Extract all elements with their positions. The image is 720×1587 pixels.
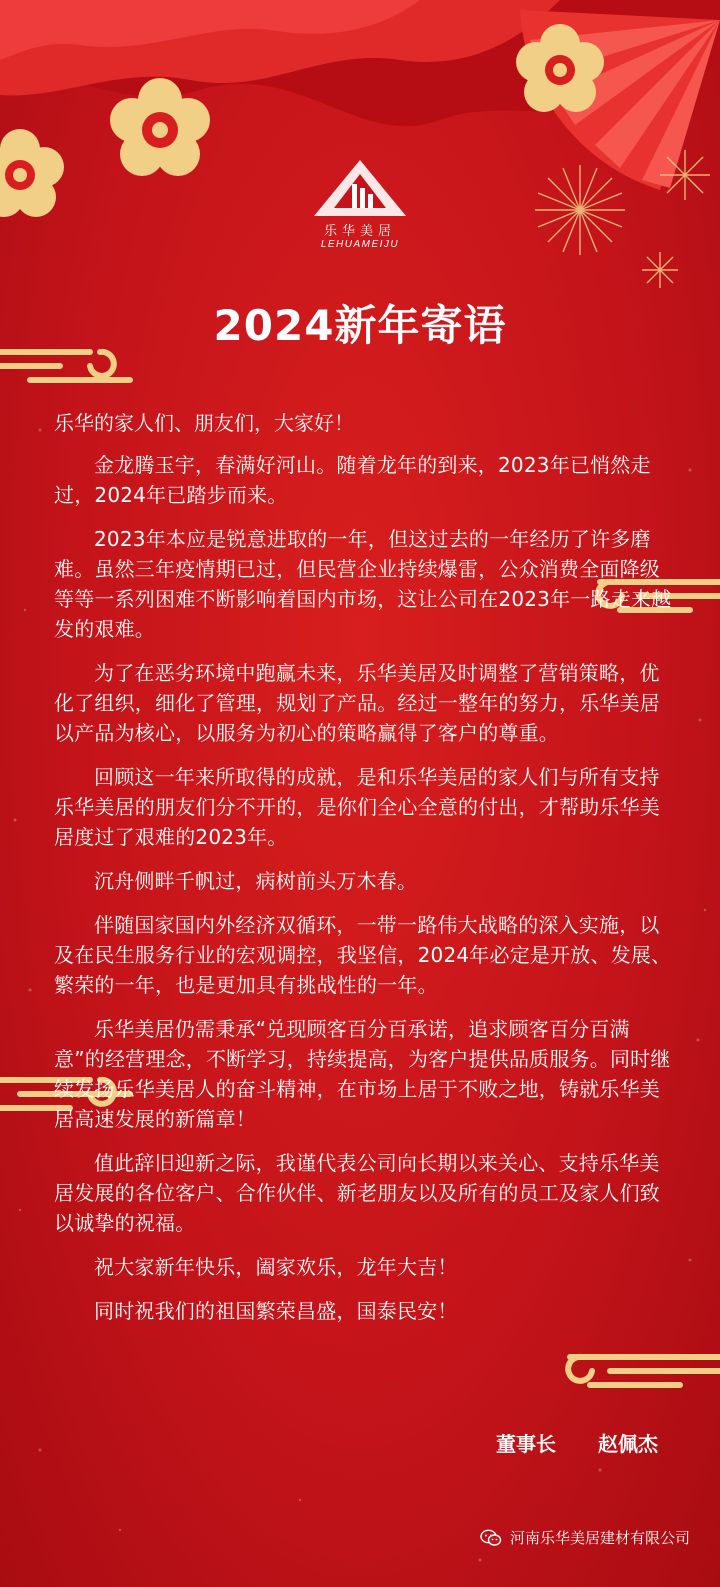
paragraph: 伴随国家国内外经济双循环，一带一路伟大战略的深入实施，以及在民生服务行业的宏观调控，我坚信，2024年必定是开放、发展、繁荣的一年，也是更加具有挑战性的一年。 <box>54 913 672 997</box>
paragraph: 沉舟侧畔千帆过，病树前头万木春。 <box>94 869 418 893</box>
signature <box>496 1428 658 1457</box>
page-title: 2024新年寄语 <box>213 301 507 350</box>
footer-account <box>480 1527 690 1548</box>
wechat-icon <box>480 1529 502 1547</box>
logo-name-en: LEHUAMEIJU <box>320 239 400 250</box>
paragraph: 乐华美居仍需秉承“兑现顾客百分百承诺，追求顾客百分百满意”的经营理念，不断学习，持续提高，为客户提供品质服务。同时继续发扬乐华美居人的奋斗精神，在市场上居于不败之地，铸就乐华美居高速发展的新篇章！ <box>54 1017 671 1131</box>
company-logo <box>305 158 415 258</box>
paragraph: 同时祝我们的祖国繁荣昌盛，国泰民安！ <box>94 1299 458 1323</box>
paragraph: 为了在恶劣环境中跑赢未来，乐华美居及时调整了营销策略，优化了组织，细化了管理，规划了产品。经过一整年的努力，乐华美居以产品为核心，以服务为初心的策略赢得了客户的尊重。 <box>54 661 660 745</box>
paragraph: 回顾这一年来所取得的成就，是和乐华美居的家人们与所有支持乐华美居的朋友们分不开的，是你们全心全意的付出，才帮助乐华美居度过了艰难的2023年。 <box>54 765 660 849</box>
signature-name: 赵佩杰 <box>598 1432 658 1456</box>
paragraph: 2023年本应是锐意进取的一年，但这过去的一年经历了许多磨难。虽然三年疫情期已过，但民营企业持续爆雷，公众消费全面降级等等一系列困难不断影响着国内市场，这让公司在2023年一路走来越发的艰难。 <box>54 527 672 641</box>
paragraph: 金龙腾玉宇，春满好河山。随着龙年的到来，2023年已悄然走过，2024年已踏步而来。 <box>54 453 651 507</box>
letter-body <box>54 408 674 1340</box>
greeting: 乐华的家人们、朋友们，大家好！ <box>54 411 354 435</box>
footer-account-name: 河南乐华美居建材有限公司 <box>509 1529 690 1547</box>
paragraph: 值此辞旧迎新之际，我谨代表公司向长期以来关心、支持乐华美居发展的各位客户、合作伙伴、新老朋友以及所有的员工及家人们致以诚挚的祝福。 <box>54 1151 660 1235</box>
logo-mark-icon <box>312 158 408 218</box>
paragraph: 祝大家新年快乐，阖家欢乐，龙年大吉！ <box>94 1255 458 1279</box>
signature-role: 董事长 <box>496 1432 556 1456</box>
logo-name-cn: 乐华美居 <box>323 224 396 239</box>
